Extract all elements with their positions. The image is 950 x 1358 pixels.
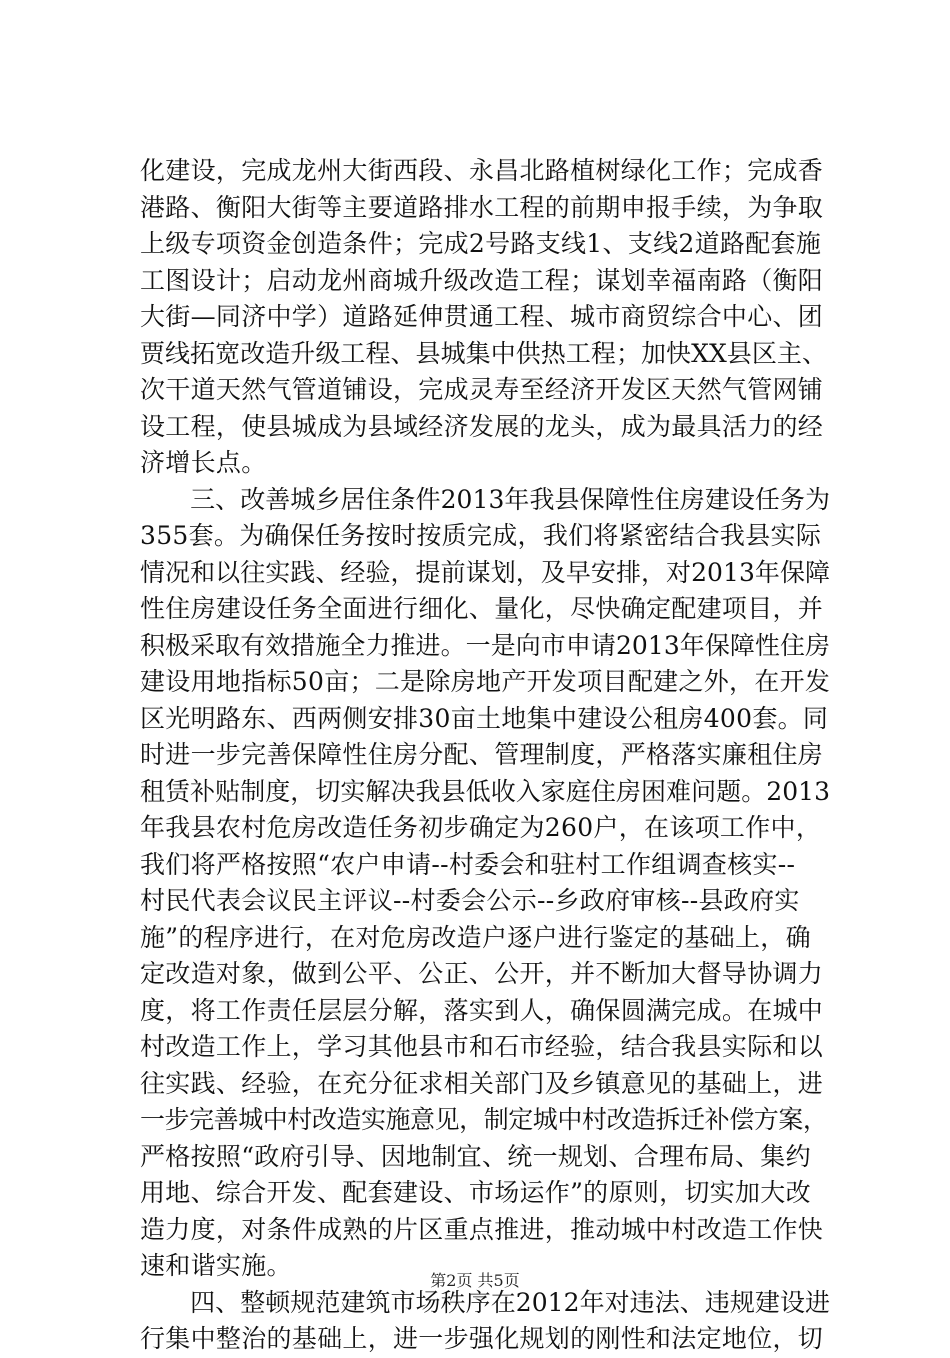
- text-line: 港路、衡阳大街等主要道路排水工程的前期申报手续，为争取: [140, 192, 824, 222]
- text-line: 村民代表会议民主评议--村委会公示--乡政府审核--县政府实: [140, 886, 800, 915]
- text-line: 村改造工作上，学习其他县市和石市经验，结合我县实际和以: [140, 1032, 824, 1061]
- text-line: 区光明路东、西两侧安排30亩土地集中建设公租房400套。同: [140, 703, 829, 733]
- text-line: 设工程，使县城成为县域经济发展的龙头，成为最具活力的经: [140, 411, 824, 441]
- text-line: 建设用地指标50亩；二是除房地产开发项目配建之外，在开发: [140, 667, 831, 696]
- text-line: 施”的程序进行，在对危房改造户逐户进行鉴定的基础上，确: [140, 922, 811, 952]
- text-line: 行集中整治的基础上，进一步强化规划的刚性和法定地位，切: [140, 1324, 824, 1353]
- text-line: 造力度，对条件成熟的片区重点推进，推动城中村改造工作快: [140, 1214, 824, 1244]
- text-line: 贾线拓宽改造升级工程、县城集中供热工程；加快XX县区主、: [140, 338, 827, 368]
- text-line: 定改造对象，做到公平、公正、公开，并不断加大督导协调力: [140, 959, 824, 988]
- body-text: [140, 153, 831, 1358]
- text-line: 用地、综合开发、配套建设、市场运作”的原则，切实加大改: [140, 1178, 811, 1207]
- text-line: 租赁补贴制度，切实解决我县低收入家庭住房困难问题。2013: [140, 776, 831, 806]
- text-line: 上级专项资金创造条件；完成2号路支线1、支线2道路配套施: [140, 229, 822, 258]
- text-line: 济增长点。: [140, 448, 267, 477]
- text-line: 我们将严格按照“农户申请--村委会和驻村工作组调查核实--: [140, 849, 796, 879]
- text-line: 次干道天然气管道铺设，完成灵寿至经济开发区天然气管网铺: [140, 375, 824, 404]
- text-line: 工图设计；启动龙州商城升级改造工程；谋划幸福南路（衡阳: [140, 265, 824, 295]
- text-line: 化建设，完成龙州大街西段、永昌北路植树绿化工作；完成香: [140, 156, 824, 185]
- text-line: 时进一步完善保障性住房分配、管理制度，严格落实廉租住房: [140, 740, 824, 769]
- text-line: 四、整顿规范建筑市场秩序在2012年对违法、违规建设进: [140, 1287, 831, 1317]
- text-line: 情况和以往实践、经验，提前谋划，及早安排，对2013年保障: [140, 557, 831, 587]
- text-line: 积极采取有效措施全力推进。一是向市申请2013年保障性住房: [140, 630, 831, 660]
- text-line: 性住房建设任务全面进行细化、量化，尽快确定配建项目，并: [140, 594, 824, 623]
- page-footer: 第2页 共5页: [430, 1271, 520, 1290]
- text-line: 三、改善城乡居住条件2013年我县保障性住房建设任务为: [140, 484, 831, 514]
- text-line: 大街—同济中学）道路延伸贯通工程、城市商贸综合中心、团: [140, 302, 824, 331]
- text-line: 355套。为确保任务按时按质完成，我们将紧密结合我县实际: [140, 521, 822, 550]
- text-line: 一步完善城中村改造实施意见，制定城中村改造拆迁补偿方案，: [140, 1105, 828, 1134]
- text-line: 度，将工作责任层层分解，落实到人，确保圆满完成。在城中: [140, 995, 824, 1025]
- text-line: 年我县农村危房改造任务初步确定为260户，在该项工作中，: [140, 813, 822, 842]
- text-line: 严格按照“政府引导、因地制宜、统一规划、合理布局、集约: [140, 1141, 811, 1171]
- text-line: 往实践、经验，在充分征求相关部门及乡镇意见的基础上，进: [140, 1068, 824, 1098]
- text-line: 速和谐实施。: [140, 1251, 292, 1280]
